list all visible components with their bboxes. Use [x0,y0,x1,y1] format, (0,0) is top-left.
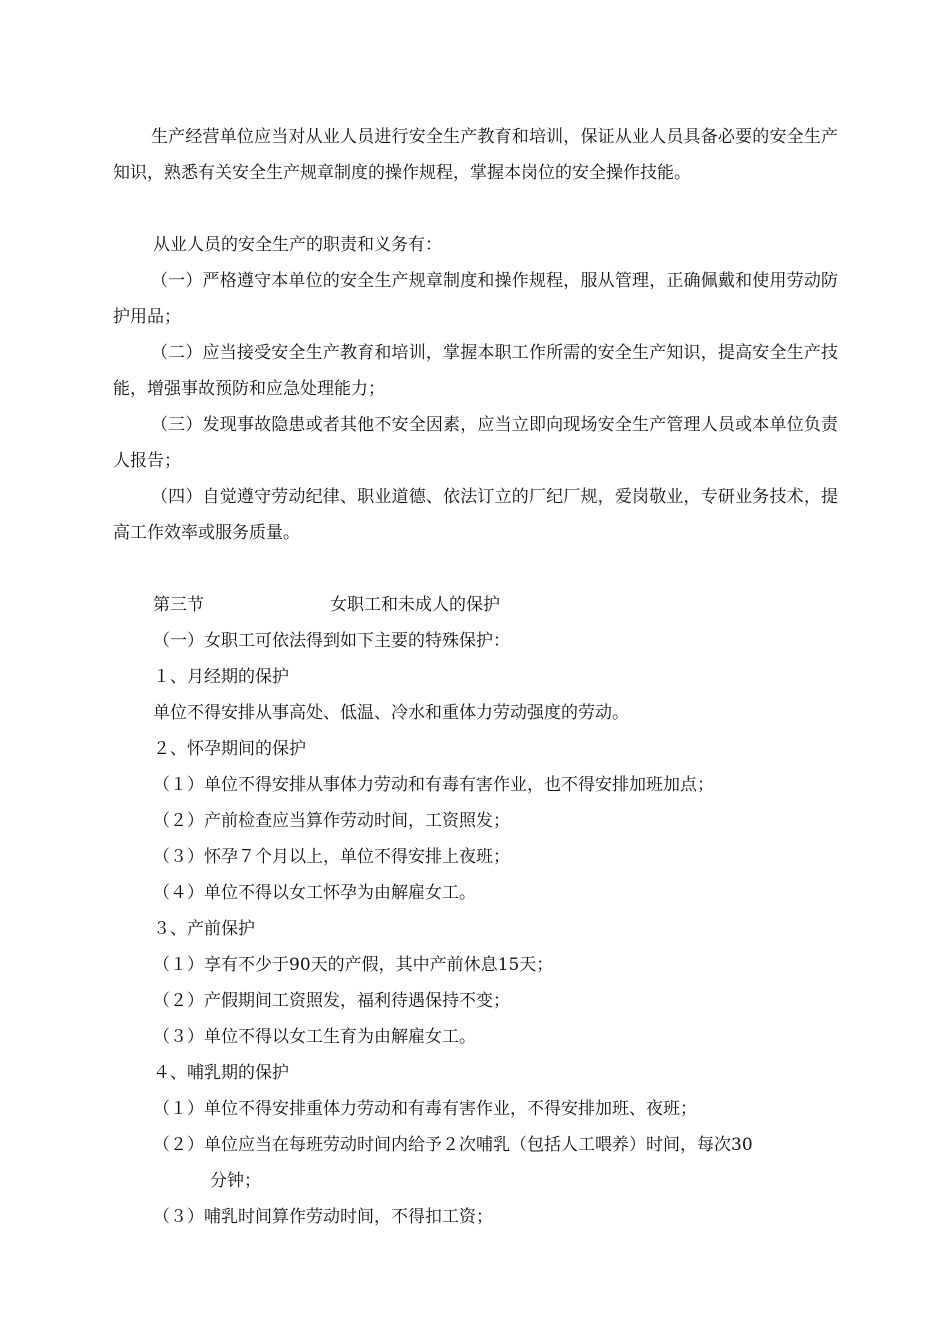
pregnancy-item-2: （２）产前检查应当算作劳动时间，工资照发； [153,811,510,831]
maternity-item-1: （１）享有不少于90天的产假，其中产前休息15天； [153,955,554,975]
duties-lead-line: 从业人员的安全生产的职责和义务有： [153,235,442,255]
menstrual-text: 单位不得安排从事高处、低温、冷水和重体力劳动强度的劳动。 [153,703,629,723]
duty-item-3: （三）发现事故隐患或者其他不安全因素，应当立即向现场安全生产管理人员或本单位负责人报告； [113,415,838,471]
nursing-item-2-line-1: （２）单位应当在每班劳动时间内给予２次哺乳（包括人工喂养）时间，每次30 [153,1135,753,1155]
duty-item-4: （四）自觉遵守劳动纪律、职业道德、依法订立的厂纪厂规，爱岗敬业，专研业务技术，提高工作效率或服务质量。 [113,487,838,543]
pregnancy-item-1: （１）单位不得安排从事体力劳动和有毒有害作业，也不得安排加班加点； [153,775,714,795]
section-number: 第三节 [153,595,204,615]
nursing-item-1: （１）单位不得安排重体力劳动和有毒有害作业，不得安排加班、夜班； [153,1099,697,1119]
pregnancy-item-3: （３）怀孕７个月以上，单位不得安排上夜班； [153,847,510,867]
duty-item-1: （一）严格遵守本单位的安全生产规章制度和操作规程，服从管理，正确佩戴和使用劳动防护用品； [113,271,838,327]
duties-intro-paragraph: 生产经营单位应当对从业人员进行安全生产教育和培训，保证从业人员具备必要的安全生产知识，熟悉有关安全生产规章制度的操作规程，掌握本岗位的安全操作技能。 [113,127,838,183]
section-heading [153,587,500,623]
maternity-item-2: （２）产假期间工资照发，福利待遇保持不变； [153,991,510,1011]
section-title: 女职工和未成人的保护 [330,595,500,615]
nursing-item-3: （３）哺乳时间算作劳动时间，不得扣工资； [153,1207,493,1227]
maternity-item-3: （３）单位不得以女工生育为由解雇女工。 [153,1027,476,1047]
nursing-item-2-line-2: 分钟； [210,1171,261,1191]
menstrual-heading: １、月经期的保护 [153,667,289,687]
nursing-item-2 [153,1127,838,1199]
duty-item-2: （二）应当接受安全生产教育和培训，掌握本职工作所需的安全生产知识，提高安全生产技能，增强事故预防和应急处理能力； [113,343,838,399]
section-subhead: （一）女职工可依法得到如下主要的特殊保护： [153,631,510,651]
pregnancy-heading: ２、怀孕期间的保护 [153,739,306,759]
nursing-heading: ４、哺乳期的保护 [153,1063,289,1083]
maternity-heading: ３、产前保护 [153,919,255,939]
pregnancy-item-4: （４）单位不得以女工怀孕为由解雇女工。 [153,883,476,903]
